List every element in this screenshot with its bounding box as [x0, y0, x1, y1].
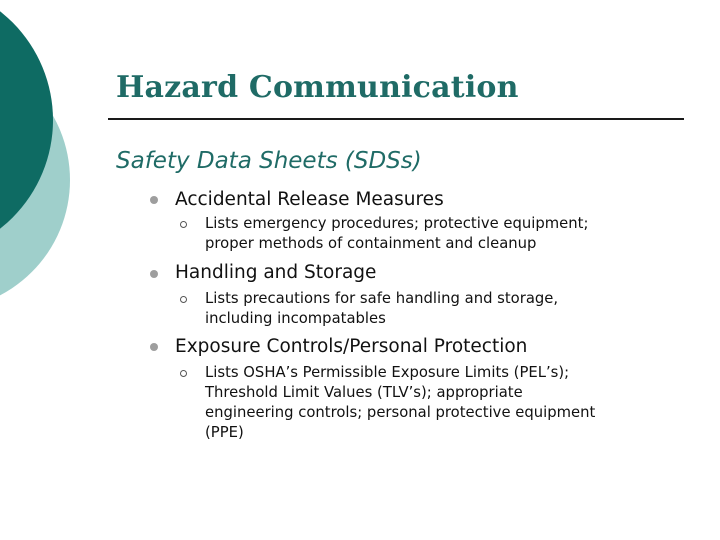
detail-line: (PPE)	[205, 424, 244, 441]
item-detail	[205, 363, 675, 443]
bullet-dot	[150, 343, 158, 351]
detail-line: Threshold Limit Values (TLV’s); appropriate	[205, 384, 523, 401]
detail-line: Lists precautions for safe handling and storage,	[205, 290, 559, 307]
bullet-dot	[150, 270, 158, 278]
detail-line: proper methods of containment and cleanup	[205, 235, 537, 252]
sub-bullet-circle	[180, 370, 187, 377]
detail-line: engineering controls; personal protective equipment	[205, 404, 596, 421]
item-heading: Exposure Controls/Personal Protection	[175, 336, 528, 357]
item-detail	[205, 214, 675, 254]
bullet-dot	[150, 196, 158, 204]
item-heading: Handling and Storage	[175, 262, 377, 283]
slide-subtitle: Safety Data Sheets (SDSs)	[116, 148, 422, 174]
slide-title: Hazard Communication	[116, 70, 519, 105]
sub-bullet-circle	[180, 221, 187, 228]
item-detail	[205, 289, 675, 329]
detail-line: Lists OSHA’s Permissible Exposure Limits (PEL’s);	[205, 364, 570, 381]
detail-line: including incompatables	[205, 310, 386, 327]
detail-line: Lists emergency procedures; protective equipment;	[205, 215, 589, 232]
sub-bullet-circle	[180, 296, 187, 303]
item-heading: Accidental Release Measures	[175, 189, 444, 210]
